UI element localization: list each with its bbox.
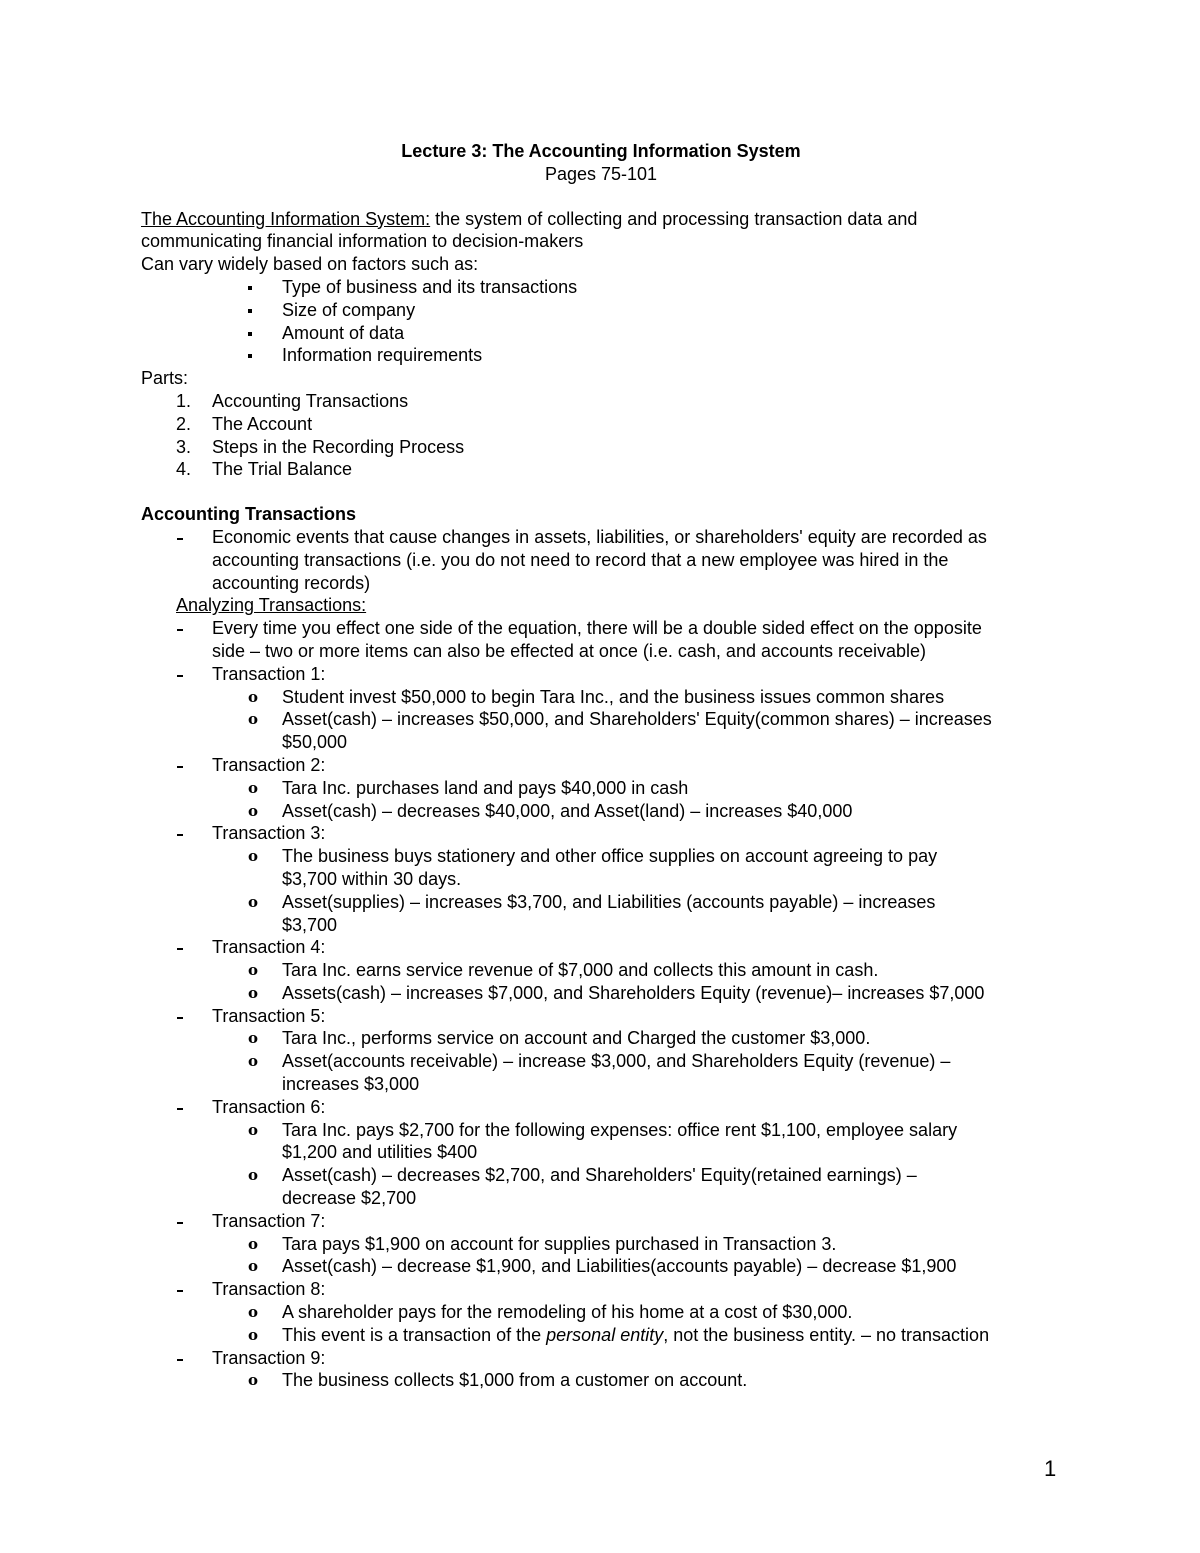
- sub-text: Asset(accounts receivable) – increase $3,000, and Shareholders Equity (revenue) –: [282, 1051, 951, 1072]
- bullet-dash-icon: [177, 834, 183, 836]
- sub-text: This event is a transaction of the: [282, 1324, 547, 1345]
- analyzing-label: [141, 594, 1061, 617]
- parts-item: [141, 458, 1061, 481]
- sub-text: Tara Inc. purchases land and pays $40,000 in cash: [282, 777, 689, 798]
- sub-text: Tara Inc. pays $2,700 for the following expenses: office rent $1,100, employee salary: [282, 1119, 958, 1140]
- sub-continuation: increases $3,000: [282, 1074, 420, 1095]
- sub-item: [141, 982, 1061, 1005]
- transaction-label: Transaction 9:: [212, 1347, 326, 1368]
- sub-text: Asset(cash) – decreases $2,700, and Shareholders' Equity(retained earnings) –: [282, 1165, 917, 1186]
- bullet-text: Economic events that cause changes in assets, liabilities, or shareholders' equity are recorded as: [212, 526, 987, 547]
- transaction-label: Transaction 8:: [212, 1279, 326, 1300]
- transaction-label: Transaction 1:: [212, 663, 326, 684]
- sub-item: [141, 708, 1061, 731]
- parts-item: [141, 413, 1061, 436]
- transaction-4-item: [141, 936, 1061, 959]
- sub-continuation: decrease $2,700: [282, 1188, 417, 1209]
- sub-text: Tara Inc. earns service revenue of $7,000 and collects this amount in cash.: [282, 960, 879, 981]
- transaction-label: Transaction 2:: [212, 754, 326, 775]
- bullet-o-icon: o: [248, 961, 259, 980]
- bullet-item: [141, 617, 1061, 640]
- vary-text: Can vary widely based on factors such as:: [141, 254, 479, 275]
- parts-text: Accounting Transactions: [212, 390, 409, 411]
- bullet-o-icon: o: [248, 1303, 259, 1322]
- document-title: Lecture 3: The Accounting Information System: [401, 141, 801, 161]
- factor-text: Type of business and its transactions: [282, 276, 578, 297]
- section-heading: Accounting Transactions: [141, 504, 357, 525]
- emphasis-text: personal entity: [546, 1324, 664, 1345]
- sub-item: [141, 800, 1061, 823]
- bullet-o-icon: o: [248, 892, 259, 911]
- parts-number: 1.: [176, 390, 192, 411]
- bullet-item: [141, 526, 1061, 549]
- transaction-8-item: [141, 1278, 1061, 1301]
- transaction-7-item: [141, 1210, 1061, 1233]
- definition-line: communicating financial information to decision-makers: [141, 231, 584, 252]
- parts-text: Steps in the Recording Process: [212, 436, 465, 457]
- page-number: 1: [1044, 1456, 1057, 1481]
- bullet-square-icon: [248, 354, 252, 358]
- sub-item: [141, 1324, 1061, 1347]
- bullet-o-icon: o: [248, 1120, 259, 1139]
- parts-number: 3.: [176, 436, 192, 457]
- sub-item: [141, 1301, 1061, 1324]
- sub-item: [141, 1050, 1061, 1073]
- parts-number: 2.: [176, 413, 192, 434]
- factor-item: [141, 322, 1061, 345]
- sub-continuation: $3,700: [282, 914, 338, 935]
- factor-text: Size of company: [282, 299, 416, 320]
- bullet-dash-icon: [177, 766, 183, 768]
- factor-item: [141, 299, 1061, 322]
- spacer: [141, 186, 1061, 208]
- sub-text: The business buys stationery and other office supplies on account agreeing to pay: [282, 846, 938, 867]
- sub-item: [141, 1119, 1061, 1142]
- bullet-o-icon: o: [248, 1234, 259, 1253]
- transaction-label: Transaction 3:: [212, 823, 326, 844]
- bullet-dash-icon: [177, 538, 183, 540]
- transaction-label: Transaction 4:: [212, 937, 326, 958]
- sub-continuation: $50,000: [282, 732, 348, 753]
- bullet-o-icon: o: [248, 1325, 259, 1344]
- bullet-dash-icon: [177, 1290, 183, 1292]
- bullet-continuation: accounting transactions (i.e. you do not need to record that a new employee was hired in the: [212, 549, 949, 570]
- analyzing-text: Analyzing Transactions:: [176, 595, 367, 616]
- bullet-o-icon: o: [248, 687, 259, 706]
- bullet-dash-icon: [177, 675, 183, 677]
- bullet-dash-icon: [177, 1108, 183, 1110]
- bullet-o-icon: o: [248, 1257, 259, 1276]
- parts-label: Parts:: [141, 368, 189, 389]
- factor-text: Amount of data: [282, 322, 405, 343]
- transaction-label: Transaction 6:: [212, 1096, 326, 1117]
- bullet-square-icon: [248, 309, 252, 313]
- factor-item: [141, 344, 1061, 367]
- transaction-9-item: [141, 1347, 1061, 1370]
- sub-text: Tara Inc., performs service on account and Charged the customer $3,000.: [282, 1028, 871, 1049]
- bullet-continuation: accounting records): [212, 572, 371, 593]
- spacer: [141, 481, 1061, 503]
- parts-number: 4.: [176, 459, 192, 480]
- bullet-continuation: side – two or more items can also be effected at once (i.e. cash, and accounts receivable): [212, 640, 927, 661]
- parts-item: [141, 436, 1061, 459]
- bullet-o-icon: o: [248, 1166, 259, 1185]
- sub-item: [141, 1164, 1061, 1187]
- sub-text: Assets(cash) – increases $7,000, and Shareholders Equity (revenue)– increases $7,000: [282, 982, 985, 1003]
- factor-text: Information requirements: [282, 345, 483, 366]
- bullet-dash-icon: [177, 629, 183, 631]
- sub-item: [141, 845, 1061, 868]
- bullet-o-icon: o: [248, 1052, 259, 1071]
- sub-continuation: $3,700 within 30 days.: [282, 868, 462, 889]
- bullet-dash-icon: [177, 1222, 183, 1224]
- sub-item: [141, 1255, 1061, 1278]
- bullet-o-icon: o: [248, 801, 259, 820]
- sub-item: [141, 686, 1061, 709]
- transaction-3-item: [141, 822, 1061, 845]
- sub-text: Asset(supplies) – increases $3,700, and Liabilities (accounts payable) – increases: [282, 891, 936, 912]
- transaction-1-item: [141, 663, 1061, 686]
- sub-item: [141, 891, 1061, 914]
- bullet-o-icon: o: [248, 1371, 259, 1390]
- bullet-o-icon: o: [248, 847, 259, 866]
- bullet-square-icon: [248, 286, 252, 290]
- sub-text: Student invest $50,000 to begin Tara Inc., and the business issues common shares: [282, 686, 945, 707]
- sub-item: [141, 1369, 1061, 1392]
- parts-item: [141, 390, 1061, 413]
- bullet-text: Every time you effect one side of the equation, there will be a double sided effect on the opposite: [212, 618, 982, 639]
- factor-item: [141, 276, 1061, 299]
- sub-item: [141, 1027, 1061, 1050]
- definition-line: [141, 208, 1061, 231]
- document-page: [141, 140, 1061, 1392]
- transaction-2-item: [141, 754, 1061, 777]
- bullet-o-icon: o: [248, 1029, 259, 1048]
- sub-item: [141, 959, 1061, 982]
- bullet-o-icon: o: [248, 778, 259, 797]
- parts-text: The Account: [212, 413, 313, 434]
- bullet-o-icon: o: [248, 983, 259, 1002]
- bullet-dash-icon: [177, 1017, 183, 1019]
- definition-text: the system of collecting and processing transaction data and: [430, 208, 918, 229]
- sub-continuation: $1,200 and utilities $400: [282, 1142, 478, 1163]
- transaction-label: Transaction 7:: [212, 1210, 326, 1231]
- sub-item: [141, 1233, 1061, 1256]
- transaction-5-item: [141, 1005, 1061, 1028]
- parts-text: The Trial Balance: [212, 459, 353, 480]
- bullet-dash-icon: [177, 948, 183, 950]
- bullet-square-icon: [248, 332, 252, 336]
- pages-range: Pages 75-101: [544, 163, 658, 184]
- sub-text: , not the business entity. – no transaction: [663, 1324, 990, 1345]
- sub-item: [141, 777, 1061, 800]
- sub-text: The business collects $1,000 from a customer on account.: [282, 1370, 748, 1391]
- sub-text: Asset(cash) – decrease $1,900, and Liabilities(accounts payable) – decrease $1,900: [282, 1256, 957, 1277]
- sub-text: Tara pays $1,900 on account for supplies purchased in Transaction 3.: [282, 1233, 837, 1254]
- definition-term: The Accounting Information System:: [141, 208, 431, 229]
- sub-text: Asset(cash) – increases $50,000, and Shareholders' Equity(common shares) – increases: [282, 709, 992, 730]
- sub-text: A shareholder pays for the remodeling of his home at a cost of $30,000.: [282, 1302, 853, 1323]
- transaction-6-item: [141, 1096, 1061, 1119]
- transaction-label: Transaction 5:: [212, 1005, 326, 1026]
- sub-text: Asset(cash) – decreases $40,000, and Asset(land) – increases $40,000: [282, 800, 853, 821]
- bullet-dash-icon: [177, 1359, 183, 1361]
- bullet-o-icon: o: [248, 710, 259, 729]
